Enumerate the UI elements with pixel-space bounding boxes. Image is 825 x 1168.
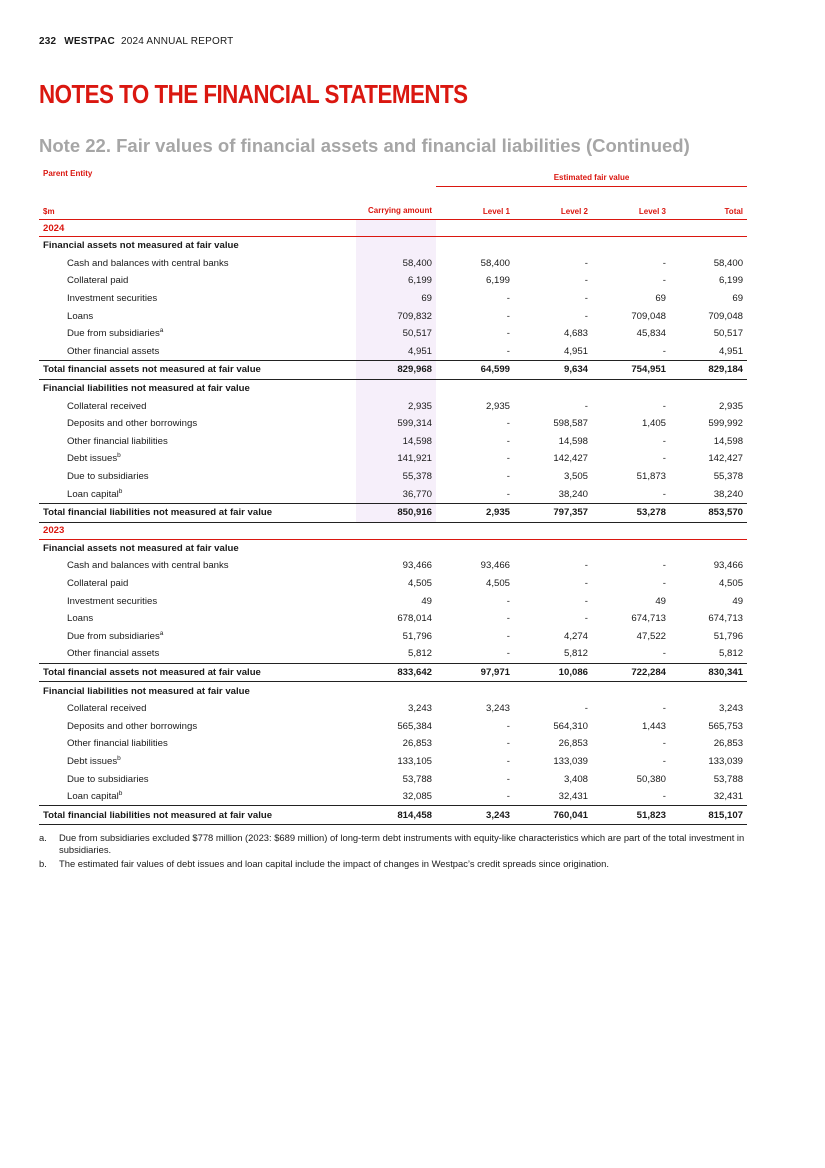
table-row (39, 468, 747, 486)
row-label (39, 753, 356, 771)
cell-l1: - (506, 435, 510, 447)
row-label: Collateral received (67, 703, 147, 715)
cell-total: 93,466 (713, 560, 744, 572)
table-row (39, 645, 747, 663)
cell-l3: - (662, 345, 666, 357)
row-label: Other financial assets (67, 345, 160, 357)
cell-carrying: 678,014 (397, 613, 432, 625)
cell-l1: - (506, 755, 510, 767)
cell-l3: - (662, 257, 666, 269)
footnote-ref: a (159, 629, 164, 637)
cell-carrying: 93,466 (402, 560, 432, 572)
cell-l2: 598,587 (553, 418, 588, 430)
cell-total: 133,039 (708, 755, 744, 767)
cell-total: 50,517 (713, 328, 744, 340)
table-row (39, 592, 747, 610)
cell-carrying: 709,832 (356, 307, 436, 325)
cell-l2: - (584, 257, 588, 269)
cell-carrying: 6,199 (356, 272, 436, 290)
cell-l2: 14,598 (558, 435, 588, 447)
footnote-ref: b (118, 487, 123, 495)
cell-total: 32,431 (713, 791, 744, 803)
running-header (39, 36, 234, 47)
cell-total: 69 (732, 293, 744, 305)
year-row-cell (514, 220, 592, 237)
cell-l3: 709,048 (631, 310, 666, 322)
col-level-2: Level 2 (514, 187, 592, 220)
total-label: Total financial liabilities not measured at fair value (39, 806, 356, 825)
section-heading-cell (514, 682, 592, 700)
row-label: Collateral paid (67, 577, 129, 589)
table-body (39, 220, 747, 825)
cell-l1: - (506, 791, 510, 803)
row-label: Investment securities (67, 595, 158, 607)
row-label: Collateral paid (67, 275, 129, 287)
footnote-text: The estimated fair values of debt issues and loan capital include the impact of changes in Westpac’s credit spreads since origination. (59, 858, 609, 870)
year-row-cell (356, 220, 436, 237)
cell-total: 2,935 (719, 400, 744, 412)
cell-l2: - (584, 703, 588, 715)
cell-l3: 1,443 (641, 720, 666, 732)
cell-l3: - (662, 755, 666, 767)
table-row (39, 788, 747, 806)
table-row (39, 610, 747, 628)
cell-total: 38,240 (713, 488, 744, 500)
total-l3: 53,278 (592, 503, 670, 522)
table-row (39, 700, 747, 718)
total-l1: 64,599 (436, 361, 514, 380)
cell-l2: 32,431 (558, 791, 588, 803)
cell-l2: 4,274 (563, 630, 588, 642)
cell-l2: - (584, 577, 588, 589)
footnote-text: Due from subsidiaries excluded $778 million (2023: $689 million) of long-term debt instruments with equity-like characteristics which are part of the total investment in subsidiaries. (59, 832, 745, 855)
cell-l3: - (662, 488, 666, 500)
cell-carrying: 26,853 (402, 738, 432, 750)
table-row (39, 433, 747, 451)
table-row (39, 575, 747, 593)
row-label: Deposits and other borrowings (67, 418, 198, 430)
footnotes (39, 832, 751, 873)
cell-total: 599,992 (708, 418, 744, 430)
total-row (39, 806, 747, 825)
table-row (39, 290, 747, 308)
col-level-1: Level 1 (436, 187, 514, 220)
cell-carrying: 32,085 (402, 791, 432, 803)
section-heading-cell (514, 539, 592, 557)
entity-label: Parent Entity (43, 168, 93, 178)
cell-l1: - (506, 345, 510, 357)
col-total: Total (670, 187, 747, 220)
year-row-cell (436, 220, 514, 237)
section-heading-cell (592, 237, 670, 255)
total-label: Total financial liabilities not measured at fair value (39, 503, 356, 522)
section-heading-row (39, 682, 747, 700)
cell-l3: 45,834 (636, 328, 666, 340)
footnote-ref: a (159, 327, 164, 335)
section-heading-cell (436, 682, 514, 700)
total-l2: 760,041 (514, 806, 592, 825)
cell-l1: - (506, 773, 510, 785)
estimated-fair-value-label: Estimated fair value (436, 169, 747, 187)
note-title: Note 22. Fair values of financial assets and financial liabilities (Continued) (39, 135, 690, 156)
table-row (39, 557, 747, 575)
row-label (39, 788, 356, 806)
footnote-mark: b. (39, 858, 47, 870)
cell-l3: 51,873 (636, 471, 666, 483)
cell-carrying: 3,243 (407, 703, 432, 715)
cell-l1: - (506, 488, 510, 500)
row-label-text: Due from subsidiaries (67, 328, 160, 340)
cell-l1: - (506, 738, 510, 750)
cell-total: 3,243 (719, 703, 744, 715)
section-heading-cell (592, 682, 670, 700)
cell-carrying: 141,921 (356, 450, 436, 468)
table-row (39, 450, 747, 468)
year-label: 2024 (39, 220, 356, 237)
row-label: Due to subsidiaries (67, 471, 149, 483)
row-label-text: Due from subsidiaries (67, 630, 160, 642)
cell-l1: - (506, 310, 510, 322)
section-heading-cell (592, 379, 670, 397)
cell-l1: 2,935 (485, 400, 510, 412)
cell-l2: 3,408 (563, 773, 588, 785)
cell-l2: - (584, 310, 588, 322)
cell-carrying: 5,812 (407, 648, 432, 660)
row-label-text: Debt issues (67, 755, 118, 767)
row-label: Other financial assets (67, 648, 160, 660)
cell-l2: 564,310 (553, 720, 588, 732)
total-l2: 9,634 (514, 361, 592, 380)
cell-l2: 26,853 (558, 738, 588, 750)
cell-carrying: 4,951 (356, 343, 436, 361)
year-row-cell (356, 522, 436, 539)
table-row (39, 485, 747, 503)
cell-carrying: 14,598 (356, 433, 436, 451)
cell-l1: - (506, 630, 510, 642)
section-heading-cell (356, 682, 436, 700)
section-heading-cell (436, 237, 514, 255)
header-row-columns (39, 187, 747, 220)
section-heading-cell (514, 237, 592, 255)
cell-carrying: 2,935 (356, 397, 436, 415)
section-heading-cell (514, 379, 592, 397)
total-carrying: 829,968 (356, 361, 436, 380)
cell-l3: - (662, 738, 666, 750)
year-row-cell (514, 522, 592, 539)
cell-l1: - (506, 471, 510, 483)
total-l1: 97,971 (436, 663, 514, 682)
cell-l2: 3,505 (563, 471, 588, 483)
cell-l3: 49 (655, 595, 666, 607)
cell-carrying: 565,384 (397, 720, 432, 732)
cell-carrying: 53,788 (402, 773, 432, 785)
cell-carrying: 133,105 (397, 755, 432, 767)
cell-l1: - (506, 613, 510, 625)
year-row-cell (592, 220, 670, 237)
table-row (39, 325, 747, 343)
row-label: Deposits and other borrowings (67, 720, 198, 732)
cell-total: 26,853 (713, 738, 744, 750)
cell-total: 51,796 (713, 630, 744, 642)
cell-carrying: 55,378 (356, 468, 436, 486)
footnote-ref: b (117, 754, 121, 762)
table-row (39, 307, 747, 325)
cell-l2: - (584, 293, 588, 305)
cell-l3: 69 (655, 293, 666, 305)
total-l3: 754,951 (592, 361, 670, 380)
section-heading-row (39, 237, 747, 255)
section-heading-cell (670, 539, 747, 557)
cell-carrying: 58,400 (356, 255, 436, 273)
section-heading-cell (670, 682, 747, 700)
cell-l3: - (662, 453, 666, 465)
cell-carrying: 36,770 (356, 485, 436, 503)
row-label-text: Debt issues (67, 453, 118, 465)
year-row-2024 (39, 220, 747, 237)
total-l2: 10,086 (514, 663, 592, 682)
cell-total: 53,788 (713, 773, 744, 785)
section-heading-cell (356, 539, 436, 557)
cell-l2: - (584, 613, 588, 625)
total-row (39, 361, 747, 380)
total-l3: 51,823 (592, 806, 670, 825)
footnote-ref: b (117, 452, 121, 460)
entity-header (39, 168, 356, 220)
cell-l1: - (506, 418, 510, 430)
cell-l3: 47,522 (636, 630, 666, 642)
section-heading: Financial assets not measured at fair value (43, 542, 239, 554)
cell-l1: - (506, 293, 510, 305)
cell-total: 5,812 (719, 648, 744, 660)
total-total: 815,107 (670, 806, 747, 825)
row-label (39, 450, 356, 468)
total-carrying: 814,458 (356, 806, 436, 825)
page-number: 232 (39, 36, 57, 47)
cell-total: 565,753 (708, 720, 744, 732)
cell-l1: 3,243 (485, 703, 510, 715)
year-row-cell (436, 522, 514, 539)
cell-l2: 4,683 (563, 328, 588, 340)
year-row-cell (592, 522, 670, 539)
cell-l2: 38,240 (558, 488, 588, 500)
cell-l3: - (662, 560, 666, 572)
total-label: Total financial assets not measured at fair value (39, 663, 356, 682)
cell-l2: - (584, 400, 588, 412)
row-label: Due to subsidiaries (67, 773, 149, 785)
cell-l3: - (662, 435, 666, 447)
row-label: Other financial liabilities (67, 435, 168, 447)
total-carrying: 833,642 (356, 663, 436, 682)
cell-l3: - (662, 791, 666, 803)
cell-l1: 58,400 (480, 257, 510, 269)
total-label: Total financial assets not measured at fair value (39, 361, 356, 380)
table-row (39, 770, 747, 788)
section-heading: Financial liabilities not measured at fair value (43, 383, 250, 395)
cell-carrying: 51,796 (402, 630, 432, 642)
cell-l1: - (506, 453, 510, 465)
cell-l2: - (584, 595, 588, 607)
row-label (39, 325, 356, 343)
section-heading-cell (670, 237, 747, 255)
year-row-cell (670, 522, 747, 539)
cell-l1: - (506, 328, 510, 340)
report-name: 2024 ANNUAL REPORT (120, 36, 234, 47)
row-label: Investment securities (67, 293, 158, 305)
cell-l3: - (662, 275, 666, 287)
year-row-cell (670, 220, 747, 237)
cell-total: 58,400 (713, 257, 744, 269)
row-label: Other financial liabilities (67, 738, 168, 750)
row-label: Cash and balances with central banks (67, 257, 229, 269)
cell-l1: 93,466 (480, 560, 510, 572)
cell-total: 55,378 (713, 471, 744, 483)
footnote-mark: a. (39, 832, 47, 843)
header-row-estimated (39, 169, 747, 187)
total-total: 853,570 (670, 503, 747, 522)
cell-l2: 142,427 (553, 453, 588, 465)
cell-total: 709,048 (708, 310, 744, 322)
table-row (39, 272, 747, 290)
cell-carrying: 50,517 (356, 325, 436, 343)
cell-l1: - (506, 720, 510, 732)
table-row (39, 717, 747, 735)
row-label-text: Loan capital (67, 791, 119, 803)
table-row (39, 255, 747, 273)
unit-label: $m (43, 207, 55, 216)
section-heading-cell (436, 379, 514, 397)
section-heading-row (39, 379, 747, 397)
section-title: NOTES TO THE FINANCIAL STATEMENTS (39, 79, 468, 109)
row-label: Collateral received (67, 400, 147, 412)
cell-l3: - (662, 703, 666, 715)
total-carrying: 850,916 (356, 503, 436, 522)
cell-total: 14,598 (713, 435, 744, 447)
cell-total: 674,713 (708, 613, 744, 625)
row-label (39, 485, 356, 503)
col-level-3: Level 3 (592, 187, 670, 220)
cell-l2: 5,812 (563, 648, 588, 660)
cell-l1: - (506, 595, 510, 607)
year-row-2023 (39, 522, 747, 539)
cell-l3: - (662, 577, 666, 589)
brand-name: WESTPAC (64, 36, 115, 47)
cell-l3: 1,405 (641, 418, 666, 430)
row-label: Cash and balances with central banks (67, 560, 229, 572)
table-row (39, 343, 747, 361)
cell-total: 142,427 (708, 453, 744, 465)
cell-total: 49 (732, 595, 744, 607)
total-l3: 722,284 (592, 663, 670, 682)
cell-carrying: 599,314 (356, 415, 436, 433)
total-row (39, 503, 747, 522)
cell-l2: - (584, 560, 588, 572)
footnote-ref: b (118, 790, 123, 798)
total-row (39, 663, 747, 682)
section-heading-cell (356, 237, 436, 255)
year-label: 2023 (39, 522, 356, 539)
cell-l3: - (662, 648, 666, 660)
cell-carrying: 49 (421, 595, 432, 607)
cell-l3: - (662, 400, 666, 412)
col-carrying-amount: Carrying amount (356, 187, 436, 220)
table-row (39, 627, 747, 645)
section-heading-cell (436, 539, 514, 557)
section-heading: Financial liabilities not measured at fair value (43, 685, 250, 697)
section-heading-row (39, 539, 747, 557)
section-heading-cell (592, 539, 670, 557)
table-row (39, 397, 747, 415)
cell-l1: - (506, 648, 510, 660)
cell-carrying: 69 (356, 290, 436, 308)
footnote-a (39, 832, 751, 855)
cell-l2: 4,951 (563, 345, 588, 357)
section-heading-cell (670, 379, 747, 397)
section-heading-cell (356, 379, 436, 397)
table-row (39, 753, 747, 771)
row-label: Loans (67, 613, 94, 625)
row-label (39, 627, 356, 645)
cell-l2: - (584, 275, 588, 287)
cell-total: 4,951 (719, 345, 744, 357)
total-l2: 797,357 (514, 503, 592, 522)
total-total: 830,341 (670, 663, 747, 682)
cell-total: 4,505 (719, 577, 744, 589)
cell-l2: 133,039 (553, 755, 588, 767)
cell-l3: 50,380 (636, 773, 666, 785)
cell-total: 6,199 (719, 275, 744, 287)
total-total: 829,184 (670, 361, 747, 380)
cell-carrying: 4,505 (407, 577, 432, 589)
table-row (39, 735, 747, 753)
cell-l1: 4,505 (485, 577, 510, 589)
cell-l1: 6,199 (485, 275, 510, 287)
table-row (39, 415, 747, 433)
total-l1: 3,243 (436, 806, 514, 825)
row-label-text: Loan capital (67, 488, 119, 500)
section-heading: Financial assets not measured at fair value (43, 240, 239, 252)
footnote-b (39, 858, 751, 870)
cell-l3: 674,713 (631, 613, 666, 625)
fair-value-table (39, 169, 747, 825)
row-label: Loans (67, 310, 94, 322)
total-l1: 2,935 (436, 503, 514, 522)
